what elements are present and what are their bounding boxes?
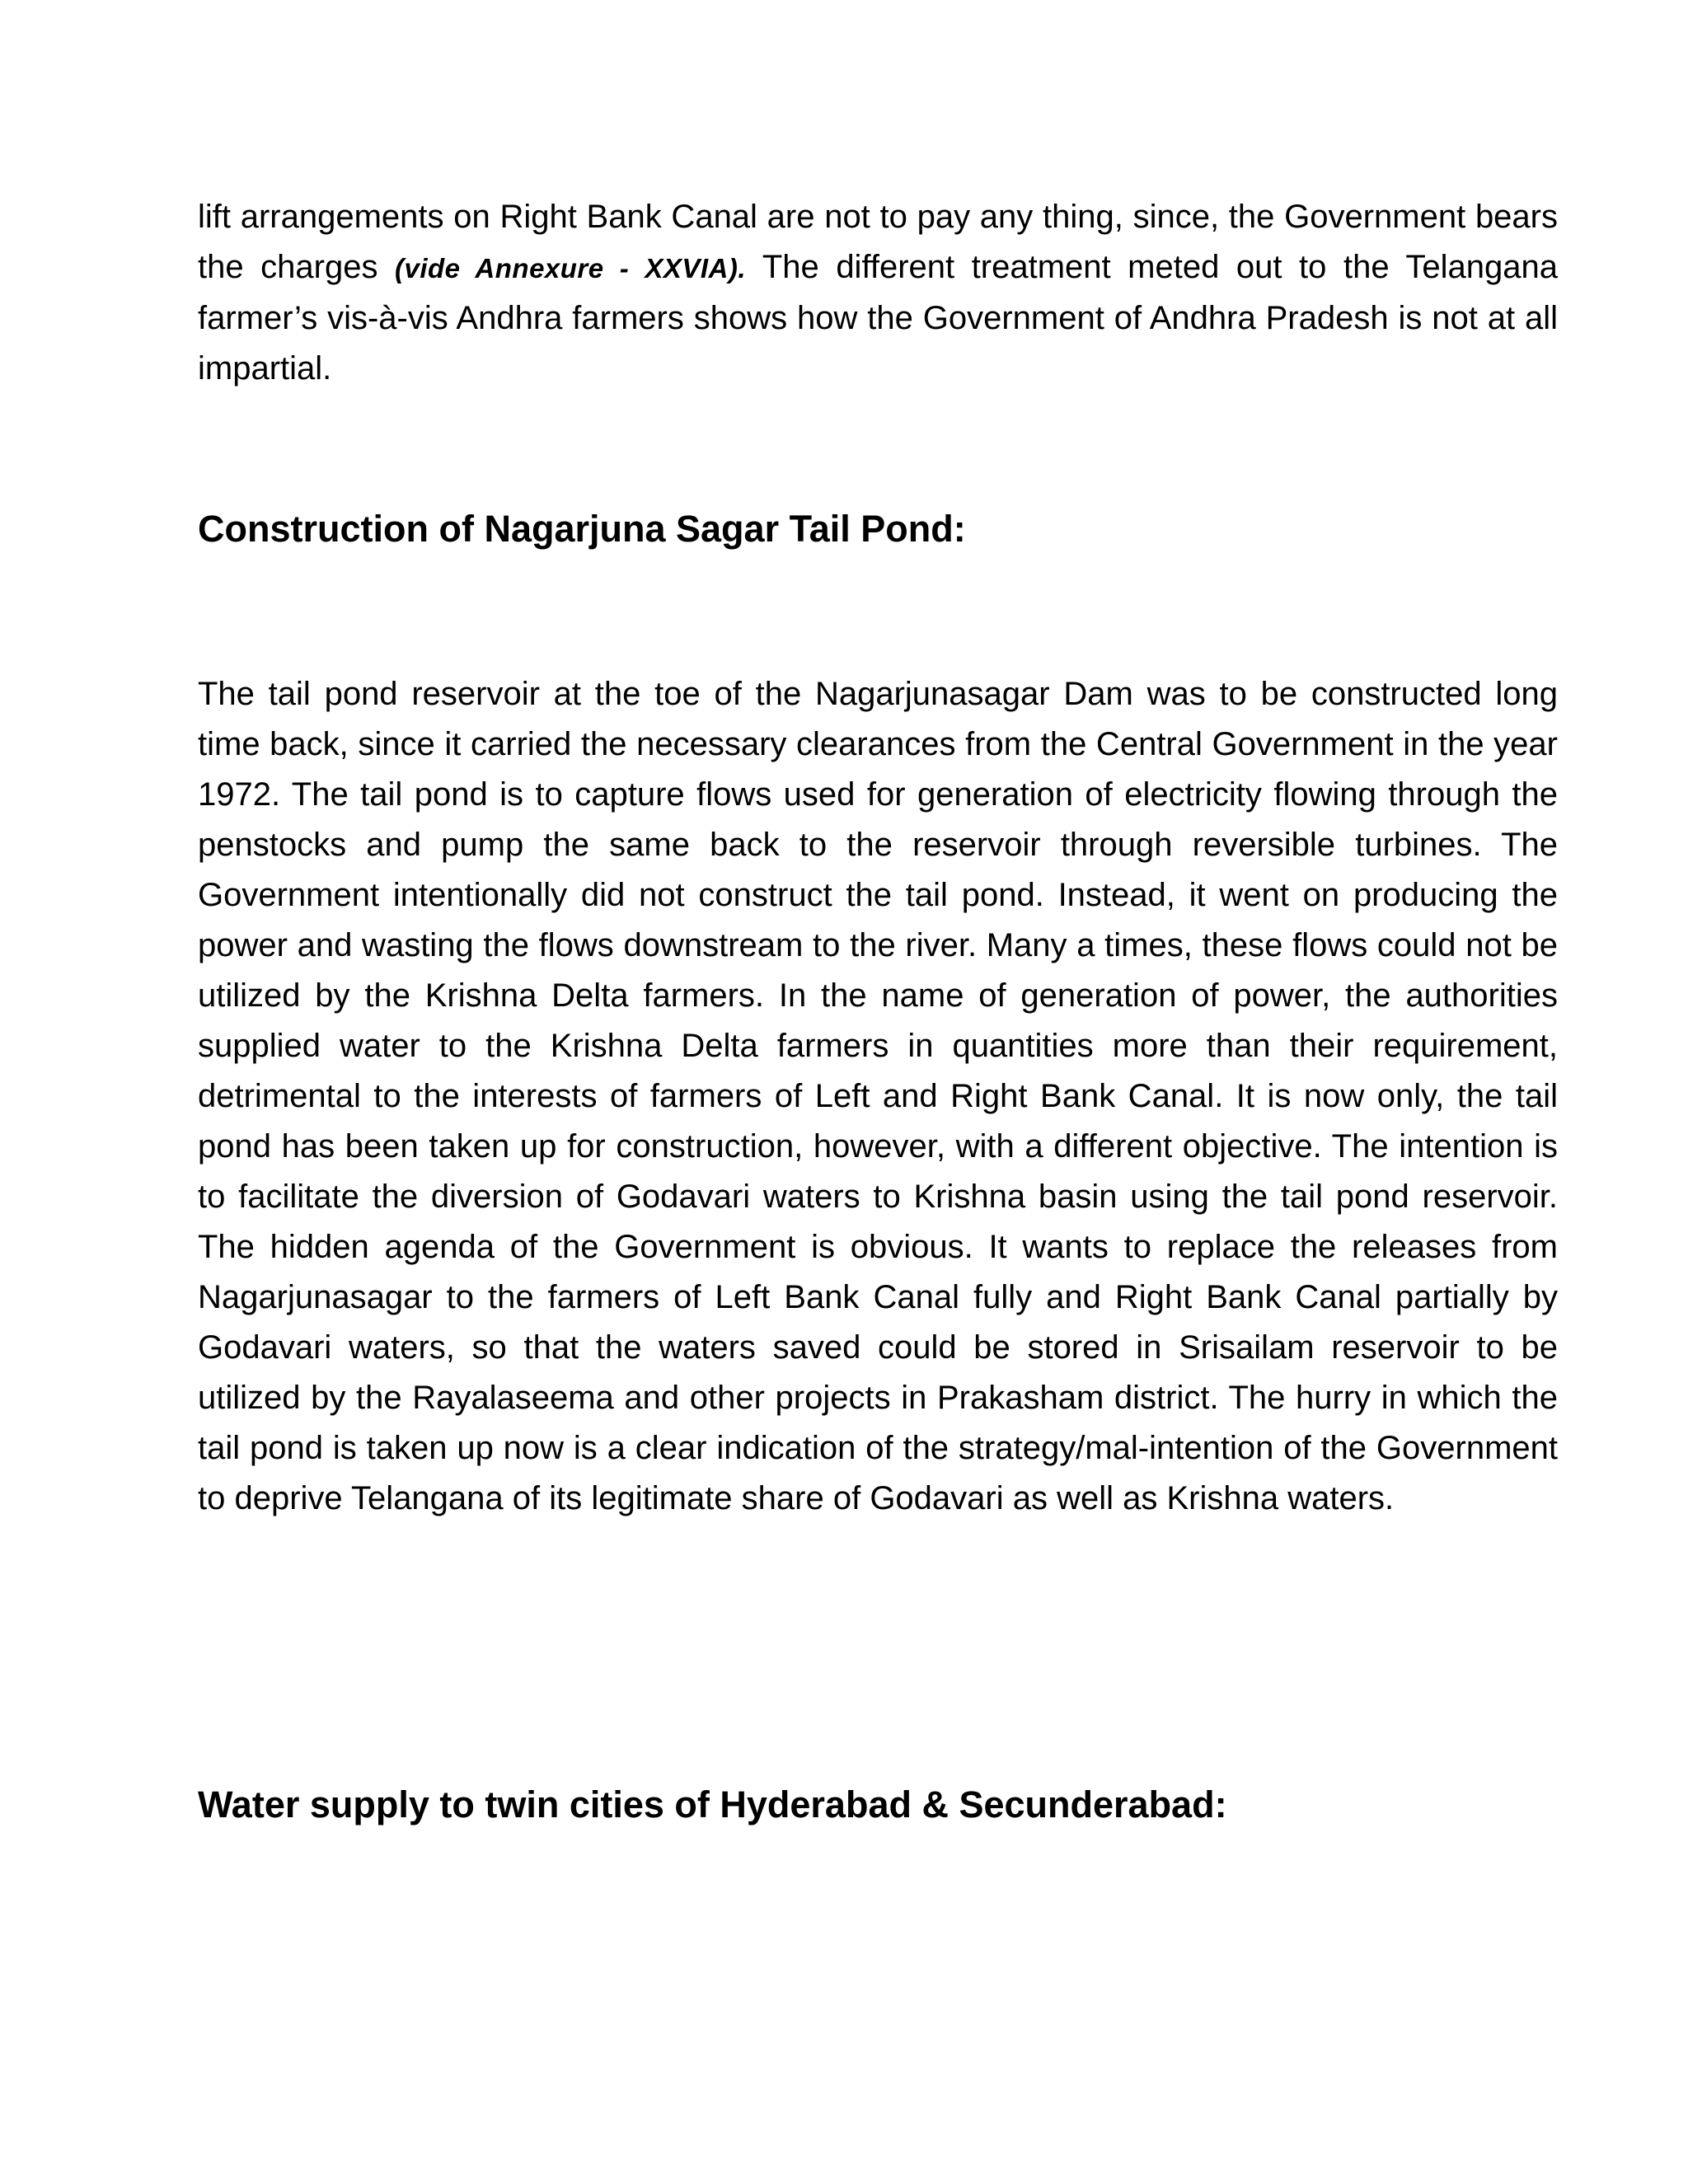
paragraph-continuation: [198, 192, 1558, 394]
paragraph-text-before-ref: lift arrangements on Right Bank Canal are not to pay any thing, since, the Government bears the charges: [198, 199, 1558, 285]
section-heading-water-supply: Water supply to twin cities of Hyderabad & Secunderabad:: [198, 1783, 1227, 1825]
section-heading-tail-pond: Construction of Nagarjuna Sagar Tail Pond:: [198, 508, 966, 550]
paragraph-tail-pond: The tail pond reservoir at the toe of the Nagarjunasagar Dam was to be constructed long time back, since it carried the necessary clearances from the Central Government in the year 1972. The tail pond is to capture flows used for generation of electricity flowing through the penstocks and pump the same back to the reservoir through reversible turbines. The Government intentionally did not construct the tail pond. Instead, it went on producing the power and wasting the flows downstream to the river. Many a times, these flows could not be utilized by the Krishna Delta farmers. In the name of generation of power, the authorities supplied water to the Krishna Delta farmers in quantities more than their requirement, detrimental to the interests of farmers of Left and Right Bank Canal. It is now only, the tail pond has been taken up for construction, however, with a different objective. The intention is to facilitate the diversion of Godavari waters to Krishna basin using the tail pond reservoir. The hidden agenda of the Government is obvious. It wants to replace the releases from Nagarjunasagar to the farmers of Left Bank Canal fully and Right Bank Canal partially by Godavari waters, so that the waters saved could be stored in Srisailam reservoir to be utilized by the Rayalaseema and other projects in Prakasham district. The hurry in which the tail pond is taken up now is a clear indication of the strategy/mal-intention of the Government to deprive Telangana of its legitimate share of Godavari as well as Krishna waters.: [198, 676, 1558, 1516]
annexure-reference: (vide Annexure - XXVIA).: [395, 253, 747, 284]
paragraph-text-after-ref: The different treatment meted out to the Telangana farmer’s vis-à-vis Andhra farmers shows how the Government of Andhra Pradesh is not at all impartial.: [198, 249, 1559, 387]
